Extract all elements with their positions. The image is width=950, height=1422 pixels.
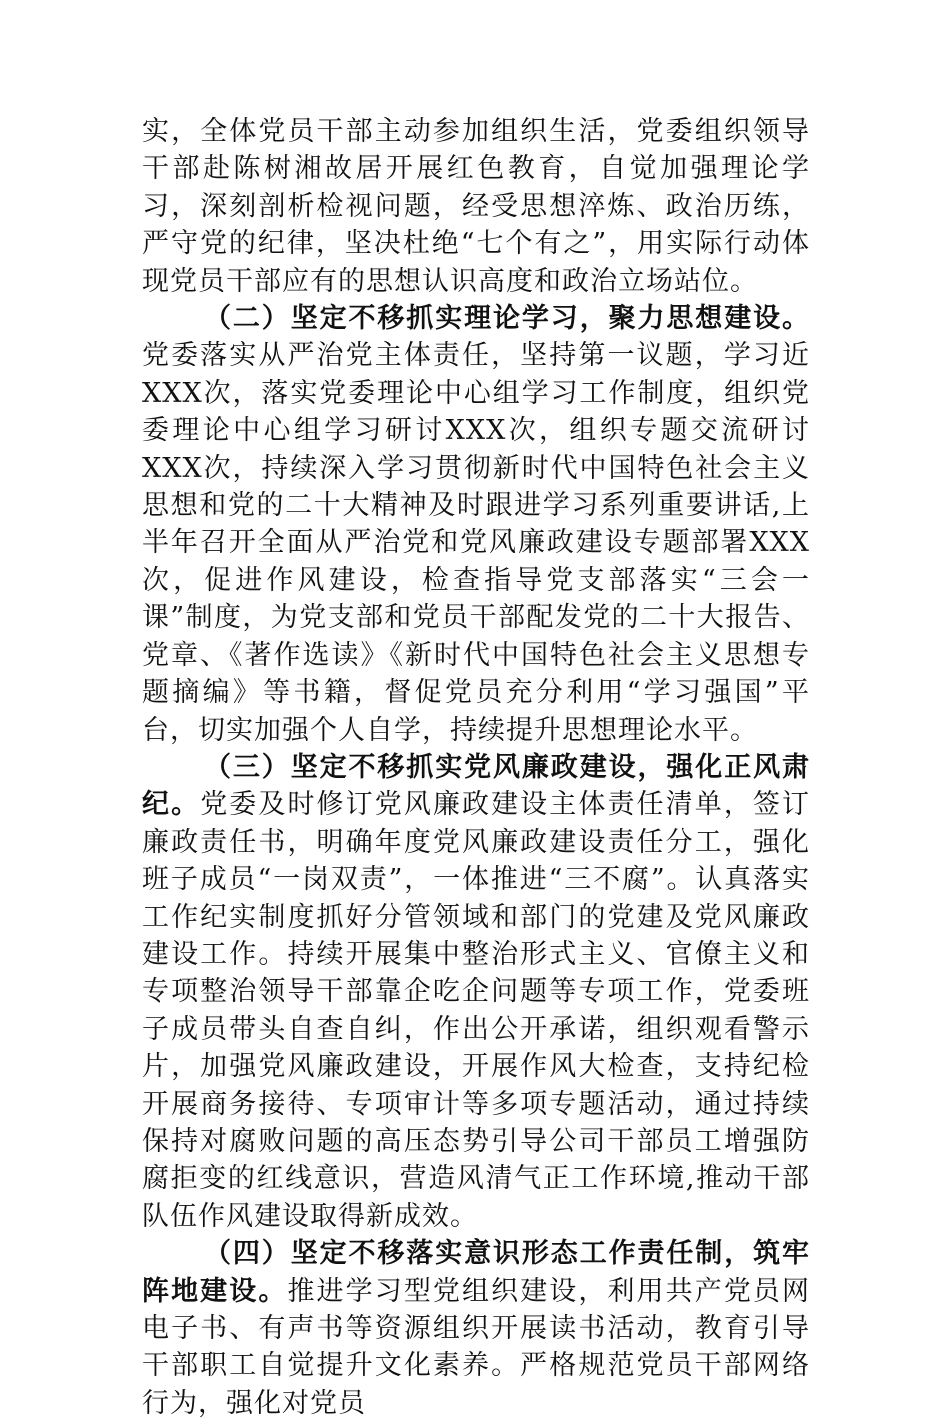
document-body [142,113,810,1422]
paragraph-4-heading: （四）坚定不移落实意识形态工作责任制，筑牢阵地建设。 [142,1238,810,1307]
paragraph-4-text: 推进学习型党组织建设，利用共产党员网电子书、有声书等资源组织开展读书活动，教育引导干部职工自觉提升文化素养。严格规范党员干部网络行为，强化对党员 [142,1275,811,1419]
paragraph-2 [142,300,810,749]
paragraph-3-heading: （三）坚定不移抓实党风廉政建设，强化正风肃纪。 [142,751,810,821]
paragraph-1 [142,113,810,300]
paragraph-3-text: 党委及时修订党风廉政建设主体责任清单，签订廉政责任书，明确年度党风廉政建设责任分工，强化班子成员“一岗双责”，一体推进“三不腐”。认真落实工作纪实制度抓好分管领域和部门的党建及党风廉政建设工作。持续开展集中整治形式主义、官僚主义和专项整治领导干部靠企吃企问题等专项工作，党委班子成员带头自查自纠，作出公开承诺，组织观看警示片，加强党风廉政建设，开展作风大检查，支持纪检开展商务接待、专项审计等多项专题活动，通过持续保持对腐败问题的高压态势引导公司干部员工增强防腐拒变的红线意识，营造风清气正工作环境,推动干部队伍作风建设取得新成效。 [142,789,811,1232]
paragraph-2-text: 党委落实从严治党主体责任，坚持第一议题，学习近XXX次，落实党委理论中心组学习工作制度，组织党委理论中心组学习研讨XXX次，组织专题交流研讨XXX次，持续深入学习贯彻新时代中国特色社会主义思想和党的二十大精神及时跟进学习系列重要讲话,上半年召开全面从严治党和党风廉政建设专题部署XXX次，促进作风建设，检查指导党支部落实“三会一课”制度，为党支部和党员干部配发党的二十大报告、党章、《著作选读》《新时代中国特色社会主义思想专题摘编》等书籍，督促党员充分利用“学习强国”平台，切实加强个人自学，持续提升思想理论水平。 [142,340,810,746]
paragraph-1-text: 实，全体党员干部主动参加组织生活，党委组织领导干部赴陈树湘故居开展红色教育，自觉加强理论学习，深刻剖析检视问题，经受思想淬炼、政治历练，严守党的纪律，坚决杜绝“七个有之”，用实际行动体现党员干部应有的思想认识高度和政治立场站位。 [142,116,810,297]
paragraph-4 [142,1235,810,1422]
paragraph-2-heading: （二）坚定不移抓实理论学习，聚力思想建设。 [204,303,810,335]
paragraph-3 [142,749,810,1235]
